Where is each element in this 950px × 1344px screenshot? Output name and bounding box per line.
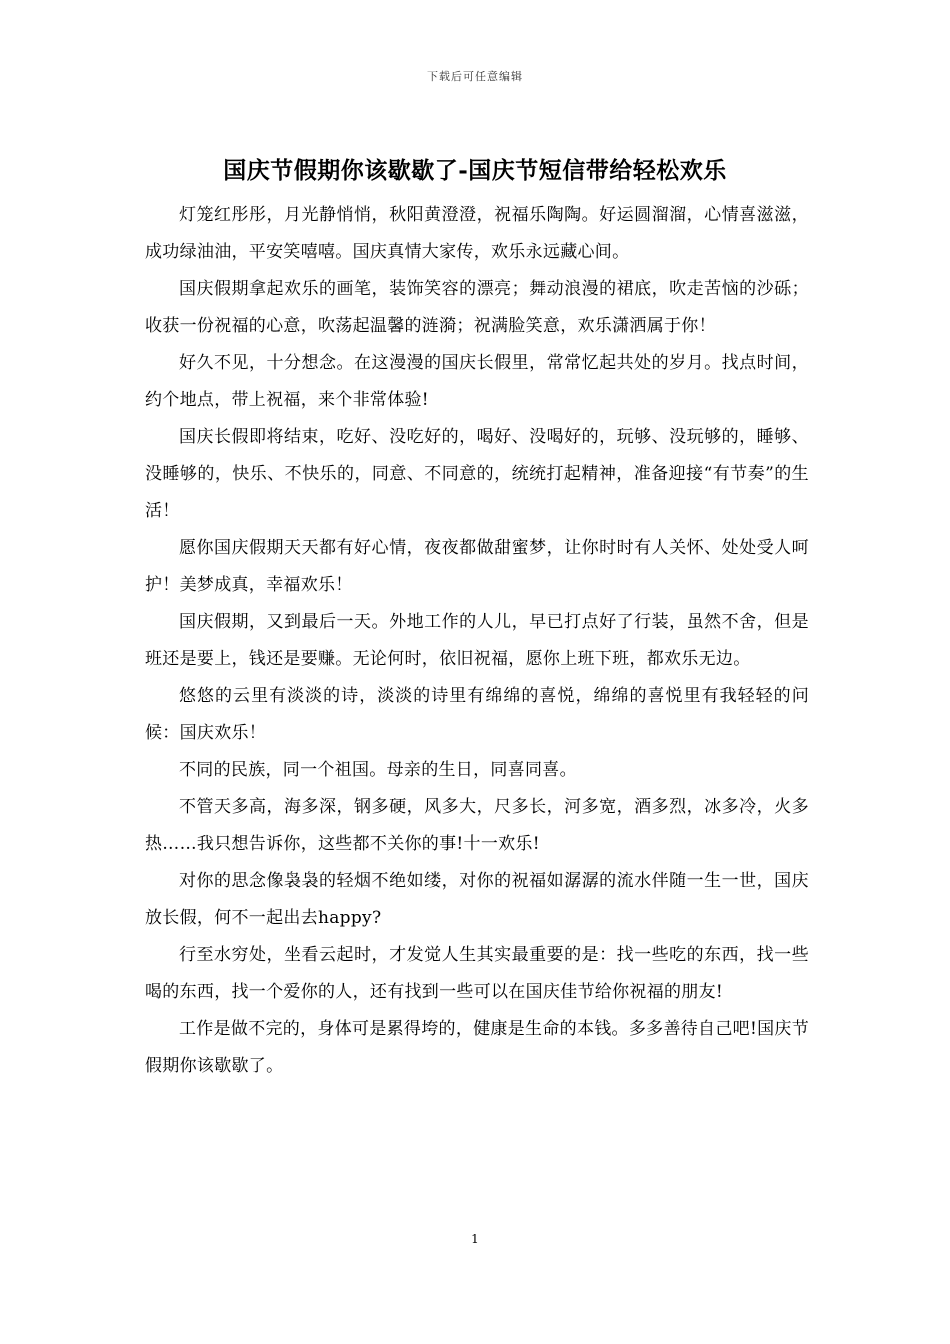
paragraph: 国庆长假即将结束，吃好、没吃好的，喝好、没喝好的，玩够、没玩够的，睡够、没睡够的，快乐、不快乐的，同意、不同意的，统统打起精神，准备迎接“有节奏”的生活！ xyxy=(145,427,809,521)
paragraph: 好久不见，十分想念。在这漫漫的国庆长假里，常常忆起共处的岁月。找点时间，约个地点，带上祝福，来个非常体验! xyxy=(145,353,809,410)
paragraph: 悠悠的云里有淡淡的诗，淡淡的诗里有绵绵的喜悦，绵绵的喜悦里有我轻轻的问候：国庆欢乐！ xyxy=(145,686,809,743)
document-title: 国庆节假期你该歇歇了-国庆节短信带给轻松欢乐 xyxy=(223,157,727,184)
document-body xyxy=(145,197,809,1085)
paragraph: 不管天多高，海多深，钢多硬，风多大，尺多长，河多宽，酒多烈，冰多冷，火多热……我只想告诉你，这些都不关你的事!十一欢乐! xyxy=(145,797,809,854)
page-header-note: 下载后可任意编辑 xyxy=(427,70,523,83)
paragraph: 行至水穷处，坐看云起时，才发觉人生其实最重要的是：找一些吃的东西，找一些喝的东西，找一个爱你的人，还有找到一些可以在国庆佳节给你祝福的朋友! xyxy=(145,945,809,1002)
paragraph: 国庆假期拿起欢乐的画笔，装饰笑容的漂亮；舞动浪漫的裙底，吹走苦恼的沙砾；收获一份祝福的心意，吹荡起温馨的涟漪；祝满脸笑意，欢乐潇洒属于你！ xyxy=(145,279,809,336)
paragraph: 对你的思念像袅袅的轻烟不绝如缕，对你的祝福如潺潺的流水伴随一生一世，国庆放长假，何不一起出去happy? xyxy=(145,871,809,928)
paragraph: 愿你国庆假期天天都有好心情，夜夜都做甜蜜梦，让你时时有人关怀、处处受人呵护！美梦成真，幸福欢乐！ xyxy=(145,538,809,595)
paragraph: 国庆假期，又到最后一天。外地工作的人儿，早已打点好了行装，虽然不舍，但是班还是要上，钱还是要赚。无论何时，依旧祝福，愿你上班下班，都欢乐无边。 xyxy=(145,612,809,669)
paragraph: 灯笼红彤彤，月光静悄悄，秋阳黄澄澄，祝福乐陶陶。好运圆溜溜，心情喜滋滋，成功绿油油，平安笑嘻嘻。国庆真情大家传，欢乐永远藏心间。 xyxy=(145,205,809,262)
paragraph: 工作是做不完的，身体可是累得垮的，健康是生命的本钱。多多善待自己吧!国庆节假期你该歇歇了。 xyxy=(145,1019,809,1076)
page-number: 1 xyxy=(471,1232,479,1246)
paragraph: 不同的民族，同一个祖国。母亲的生日，同喜同喜。 xyxy=(179,760,577,780)
